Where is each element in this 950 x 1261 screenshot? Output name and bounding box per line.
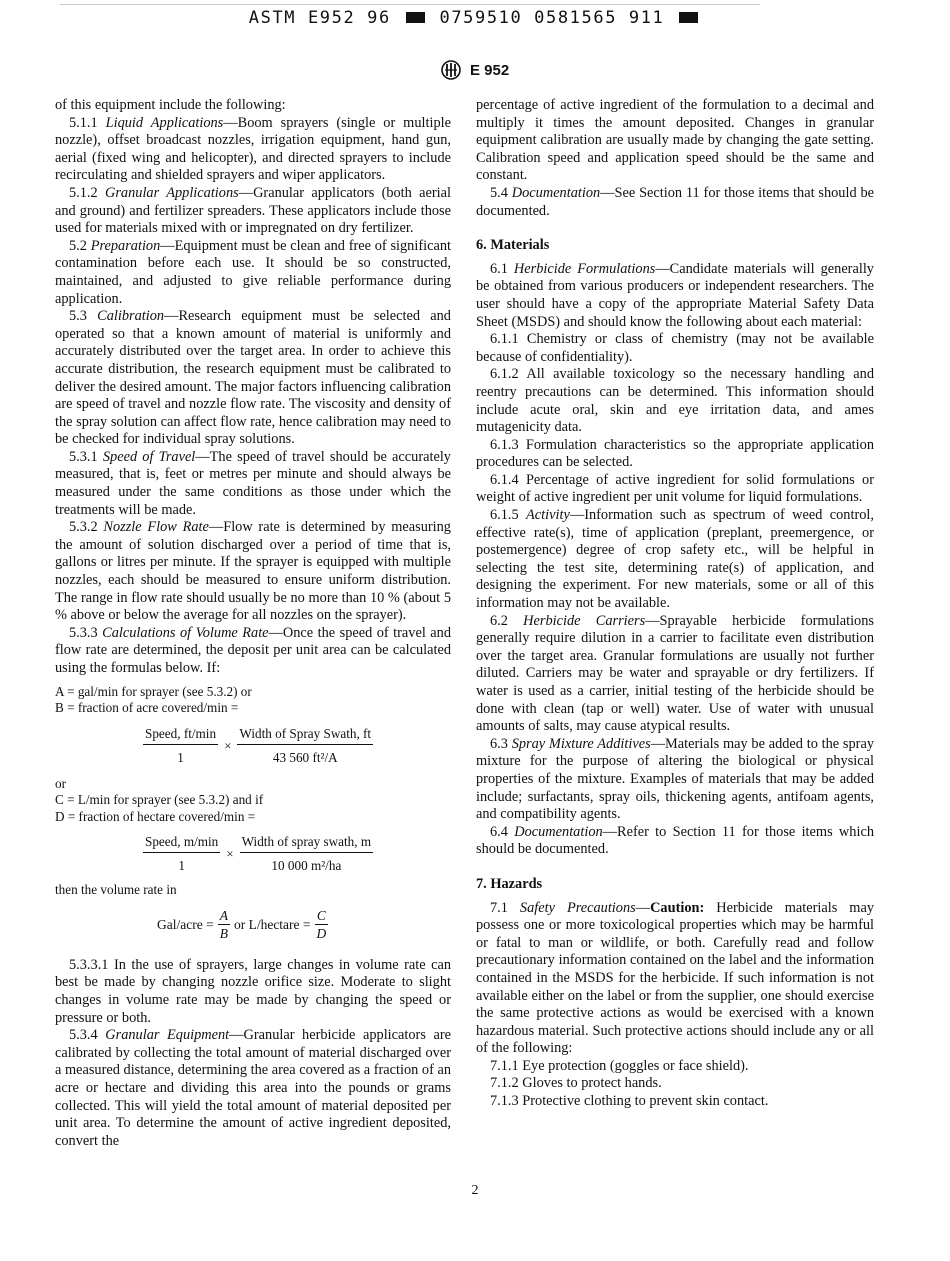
paragraph-6-1-3: 6.1.3 Formulation characteristics so the appropriate application procedures can be selected. — [476, 436, 874, 471]
paragraph-6-1-4: 6.1.4 Percentage of active ingredient for solid formulations or weight of active ingredient per unit volume for liquid formulations. — [476, 471, 874, 506]
redaction-block — [406, 12, 425, 23]
document-code-header — [0, 8, 950, 28]
variable-definitions — [55, 776, 451, 826]
definition-a: A = gal/min for sprayer (see 5.3.2) or — [55, 683, 252, 699]
paragraph-6-1-2: 6.1.2 All available toxicology so the necessary handling and reentry precautions can be determined. This information should include acute oral, skin and eye irritation data, and ames mutagenicity data. — [476, 366, 874, 436]
document-code-part-1: ASTM E952 96 — [248, 8, 391, 28]
standard-id: E 952 — [469, 62, 510, 79]
paragraph-5-1-1: 5.1.1 Liquid Applications—Boom sprayers (single or multiple nozzle), offset broadcast nozzles, irrigation equipment, hand gun, aerial (fixed wing and helicopter), and directed sprayers to include recirculating and shielded sprayers and wiper applicators. — [55, 114, 451, 184]
paragraph-5-3: 5.3 Calibration—Research equipment must be selected and operated so that a known amount of material is uniformly and accurately distributed over the target area. In order to achieve this accurate distribution, the research equipment must be calibrated to deliver the desired amount. The major factors influencing calibration are speed of travel and nozzle flow rate. The viscosity and density of the spray solution can affect flow rate, hence calibration may need to be checked for individual spray solutions. — [55, 308, 451, 448]
definition-d: D = fraction of hectare covered/min = — [55, 808, 256, 824]
fraction: $\frac{\text{Width of Spray Swath, ft}}{\text{43 560 ft²/A}}$ — [237, 723, 373, 768]
paragraph-6-1-1: 6.1.1 Chemistry or class of chemistry (may not be available because of confidentiality). — [476, 331, 874, 365]
paragraph-5-4: 5.4 Documentation—See Section 11 for those items that should be documented. — [476, 184, 874, 219]
section-heading-materials: 6. Materials — [476, 237, 550, 254]
scan-top-rule — [60, 4, 760, 5]
paragraph-6-4: 6.4 Documentation—Refer to Section 11 for those items which should be documented. — [476, 823, 874, 858]
paragraph-7-1-3: 7.1.3 Protective clothing to prevent skin contact. — [490, 1093, 769, 1110]
paragraph-5-3-4: 5.3.4 Granular Equipment—Granular herbicide applicators are calibrated by collecting the total amount of material discharged over a measured distance, determining the area covered as a fraction of an acre or hectare and dividing this area into the pounds or grams collected. This will yield the total amount of material deposited per unit area. To determine the amount of active ingredient deposited, convert the — [55, 1027, 451, 1149]
right-column — [476, 97, 874, 1111]
paragraph-7-1: 7.1 Safety Precautions—Caution: Herbicide materials may possess one or more toxicological properties which may be harmful or fatal to man or wildlife, or both. Carefully read and follow precautionary information contained on the label and the information contained in the MSDS for the herbicide. If such information is not available either on the label or from the supplier, one should exercise the same protective actions as would be exercised with a known hazardous material. Such protective actions should include any or all of the following: — [476, 899, 875, 1057]
hectare-fraction-formula: $\frac{\text{Speed, m/min}}{1}$ × $\frac{\text{Width of spray swath, m}}{\text{10 000 m²/ha}}$ — [143, 831, 451, 876]
paragraph-5-3-2: 5.3.2 Nozzle Flow Rate—Flow rate is determined by measuring the amount of solution discharged over a period of time that is, gallons or litres per minute. If the sprayer is equipped with multiple nozzles, each should be measured to ensure uniform distribution. The range in flow rate should usually be no more than 10 % (about 5 % above or below the average for all nozzles on the sprayer). — [55, 519, 451, 624]
paragraph-5-3-3-1: 5.3.3.1 In the use of sprayers, large changes in volume rate can best be made by changing nozzle orifice size. Moderate to slight changes in volume rate may be made by changing the speed or pressure or both. — [55, 956, 451, 1026]
paragraph-6-1: 6.1 Herbicide Formulations—Candidate materials will generally be obtained from various producers or independent researchers. The user should have a copy of the appropriate Material Safety Data Sheet (MSDS) and should know the following about each material: — [476, 260, 874, 330]
standard-heading — [0, 60, 950, 80]
paragraph-5-3-1: 5.3.1 Speed of Travel—The speed of travel should be accurately measured, that is, feet or metres per minute and should always be measured under the same conditions as those under which the treatments will be made. — [55, 448, 451, 518]
fraction: $\frac{C}{D}$ — [316, 907, 327, 942]
paragraph: percentage of active ingredient of the formulation to a decimal and multiply it times the amount deposited. Changes in granular equipment calibration are usually made by changing the gate setting. Calibration speed and application speed should be the same and constant. — [476, 97, 874, 184]
document-code-part-2: 0759510 0581565 911 — [439, 8, 665, 28]
then-text: then the volume rate in — [55, 882, 177, 898]
fraction: $\frac{\text{Width of spray swath, m}}{\text{10 000 m²/ha}}$ — [240, 831, 374, 876]
section-heading-hazards: 7. Hazards — [476, 875, 543, 892]
acre-fraction-formula: $\frac{\text{Speed, ft/min}}{1}$ × $\frac{\text{Width of Spray Swath, ft}}{\text{43 560 ft²/A}}$ — [143, 723, 451, 768]
left-column — [55, 97, 451, 1150]
paragraph-7-1-2: 7.1.2 Gloves to protect hands. — [490, 1075, 662, 1092]
fraction: $\frac{\text{Speed, m/min}}{1}$ — [143, 831, 220, 876]
fraction: $\frac{\text{Speed, ft/min}}{1}$ — [143, 723, 218, 768]
paragraph-6-1-5: 6.1.5 Activity—Information such as spectrum of weed control, effective rate(s), time of application (preplant, preemergence, or postemergence) degree of crop safety etc., will be helpful in selecting the test site, determining rate(s) of application, and designing the experiment. For new materials, some or all of this information may not be available. — [476, 507, 874, 612]
volume-rate-equation: Gal/acre = $\frac{A}{B}$ or L/hectare = $\frac{C}{D}$ — [157, 907, 327, 942]
astm-logo-icon — [441, 60, 461, 80]
paragraph-6-3: 6.3 Spray Mixture Additives—Materials may be added to the spray mixture for the purpose of altering the biological or physical properties of the mixture. Examples of materials that may be added include; surfactants, spray oils, thickening agents, antifoam agents, and compatibility agents. — [476, 735, 874, 823]
paragraph-6-2: 6.2 Herbicide Carriers—Sprayable herbicide formulations generally require dilution in a carrier to facilitate even distribution over the target area. Granular formulations are usually not further diluted. Carriers may be water and sprayable or dry fertilizers. If water is used as a carrier, initial testing of the herbicide should be done with clean (tap or well) water. Use of water with unusual amounts of salts, may cause atypical results. — [476, 612, 874, 735]
paragraph: of this equipment include the following: — [55, 97, 286, 113]
fraction: $\frac{A}{B}$ — [219, 907, 228, 942]
definition-b: B = fraction of acre covered/min = — [55, 700, 239, 716]
paragraph-5-1-2: 5.1.2 Granular Applications—Granular applicators (both aerial and ground) and fertilizer spreaders. These applicators include those used for materials mixed with or impregnated on dry fertilizer. — [55, 184, 451, 237]
redaction-block — [679, 12, 698, 23]
variable-definitions — [55, 684, 451, 717]
paragraph-7-1-1: 7.1.1 Eye protection (goggles or face shield). — [490, 1057, 749, 1074]
paragraph-5-2: 5.2 Preparation—Equipment must be clean and free of significant contamination before each use. It should be so constructed, maintained, and adjusted to give reliable performance during application. — [55, 237, 451, 307]
page-number: 2 — [471, 1183, 479, 1198]
definition-c: C = L/min for sprayer (see 5.3.2) and if — [55, 792, 264, 808]
or-text: or — [55, 775, 66, 791]
paragraph-5-3-3: 5.3.3 Calculations of Volume Rate—Once the speed of travel and flow rate are determined, the deposit per unit area can be calculated using the formulas below. If: — [55, 624, 451, 676]
